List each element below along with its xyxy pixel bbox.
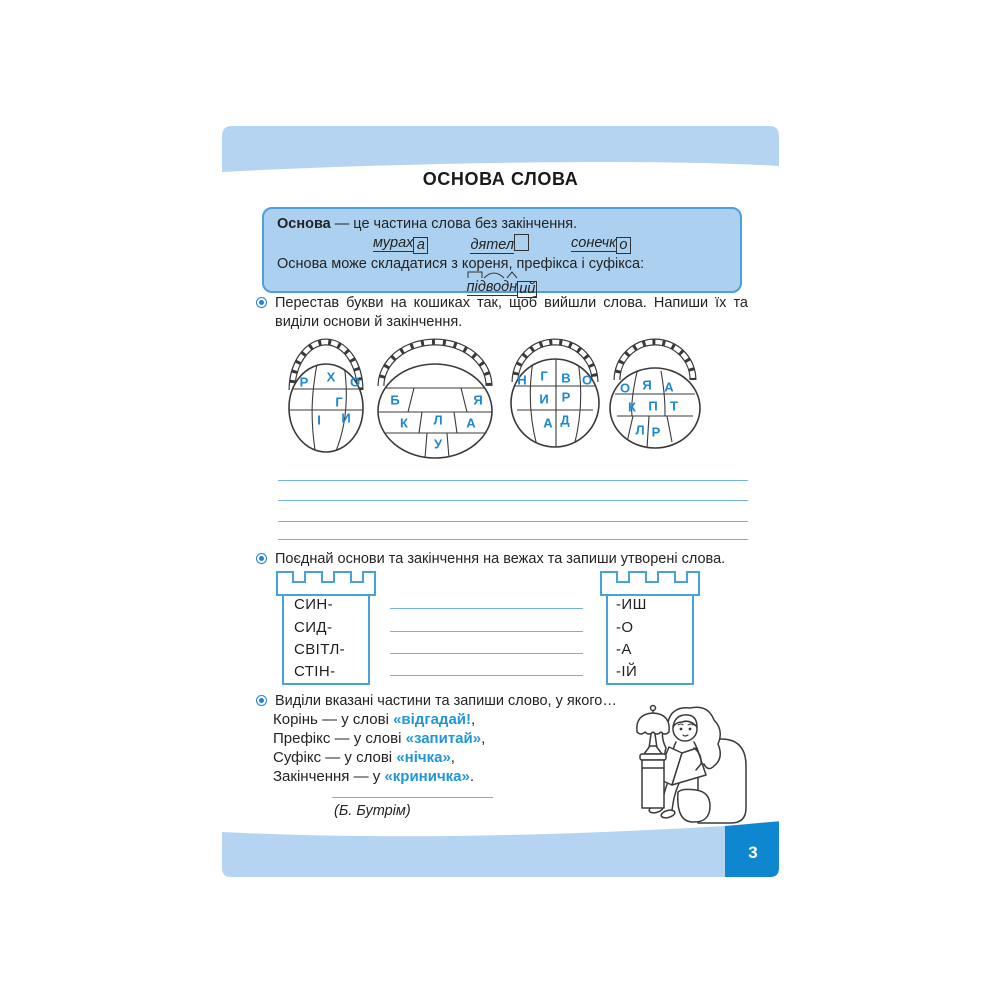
ending-box — [514, 234, 529, 251]
tower-stem: СВІТЛ- — [294, 641, 346, 658]
basket-letter: П — [648, 398, 658, 414]
basket-letter: Н — [517, 372, 527, 388]
task-3-item: Корінь — у слові «відгадай!, — [273, 711, 476, 728]
task-2 — [256, 550, 748, 569]
tower-stem: СТІН- — [294, 663, 336, 680]
answer-line[interactable] — [390, 675, 583, 676]
basket-letter: О — [619, 380, 631, 396]
rule-note: Основа може складатися з кореня, префікса і суфікса: — [277, 256, 645, 272]
task-bullet-icon — [256, 553, 267, 564]
basket-letter: О — [581, 372, 593, 388]
page-number: 3 — [748, 843, 758, 862]
author-credit: (Б. Бутрім) — [334, 803, 411, 819]
basket-letter: Л — [635, 422, 645, 438]
girl-reading-illustration — [622, 702, 760, 828]
rule-box — [262, 207, 742, 297]
task-1 — [256, 294, 748, 332]
basket-letter: Р — [651, 424, 661, 440]
lamp-shade — [637, 713, 669, 734]
example-word: сонечк о — [571, 234, 631, 255]
writing-line[interactable] — [278, 500, 748, 501]
answer-line[interactable] — [390, 653, 583, 654]
task-3-item: Закінчення — у «криничка». — [273, 768, 475, 785]
rule-term: Основа — [277, 216, 331, 232]
basket-letter: І — [317, 412, 321, 428]
writing-line[interactable] — [278, 480, 748, 481]
basket-letter: Х — [326, 369, 336, 385]
basket-letter: И — [539, 391, 549, 407]
basket-letter: А — [664, 379, 674, 395]
task-3-item: Префікс — у слові «запитай», — [273, 730, 486, 747]
task-bullet-icon — [256, 695, 267, 706]
shoe — [660, 809, 675, 819]
basket-letter: Я — [642, 377, 652, 393]
morpheme-marks-icon — [467, 270, 521, 279]
tower-outline — [600, 569, 700, 686]
tower-stem: СИД- — [294, 619, 333, 636]
basket-letter: У — [433, 436, 443, 452]
task-3-text: Виділи вказані частини та запиши слово, у якого… — [275, 693, 617, 709]
basket-letter: Л — [433, 412, 443, 428]
basket-letter: К — [400, 415, 408, 431]
tower-ending: -ІЙ — [616, 663, 638, 680]
task-3-item: Суфікс — у слові «нічка», — [273, 749, 455, 766]
highlight-word: «запитай» — [405, 730, 482, 747]
example-word: дятел — [470, 234, 529, 255]
stems-tower — [276, 569, 376, 686]
rule-examples — [277, 234, 727, 255]
highlight-word: «відгадай! — [393, 711, 472, 728]
basket-letter: А — [466, 415, 476, 431]
footer-band — [222, 820, 779, 878]
example-word: мурах а — [373, 234, 428, 255]
basket-letter: А — [543, 415, 553, 431]
basket-letter: К — [628, 399, 636, 415]
basket-letter: Г — [335, 394, 343, 410]
basket-letter: Т — [670, 398, 678, 414]
tower-stem: СИН- — [294, 596, 334, 613]
basket-letter: Р — [299, 374, 309, 390]
answer-line[interactable] — [332, 797, 493, 798]
tower-ending: -ИШ — [616, 596, 647, 613]
page-title: ОСНОВА СЛОВА — [422, 169, 579, 189]
highlight-word: «криничка» — [384, 768, 470, 785]
ending-box: а — [413, 237, 428, 254]
basket-letter: И — [341, 410, 351, 426]
task-3-items — [273, 710, 485, 786]
answer-line[interactable] — [390, 631, 583, 632]
endings-tower — [600, 569, 700, 686]
letter-baskets-illustration — [275, 336, 745, 461]
tower-ending: -А — [616, 641, 632, 658]
task-bullet-icon — [256, 297, 267, 308]
lamp-base — [640, 754, 666, 760]
ending-box: о — [616, 237, 631, 254]
basket-letter: О — [349, 374, 361, 390]
writing-line[interactable] — [278, 539, 748, 540]
basket-letter: Г — [540, 368, 548, 384]
example-word-marked: підводн ий — [467, 274, 538, 298]
ending-box: ий — [519, 281, 536, 297]
rule-definition: Основа — це частина слова без закінчення. — [277, 216, 578, 232]
basket-letter: Я — [473, 392, 483, 408]
basket-letter: Б — [390, 392, 400, 408]
answer-line[interactable] — [390, 608, 583, 609]
lamp-pedestal — [642, 760, 664, 808]
header-band — [222, 125, 779, 175]
basket-letter: В — [561, 370, 571, 386]
task-2-text: Поєднай основи та закінчення на вежах та запиши утворені слова. — [275, 551, 726, 567]
basket-letter: Д — [560, 412, 570, 428]
task-1-text: Перестав букви на кошиках так, щоб вийшли слова. Напиши їх та виділи основи й закінчення. — [275, 295, 748, 330]
tower-ending: -О — [616, 619, 634, 636]
highlight-word: «нічка» — [396, 749, 451, 766]
writing-line[interactable] — [278, 521, 748, 522]
basket-letter: Р — [561, 389, 571, 405]
lamp-finial — [651, 706, 656, 711]
armrest — [678, 789, 710, 822]
